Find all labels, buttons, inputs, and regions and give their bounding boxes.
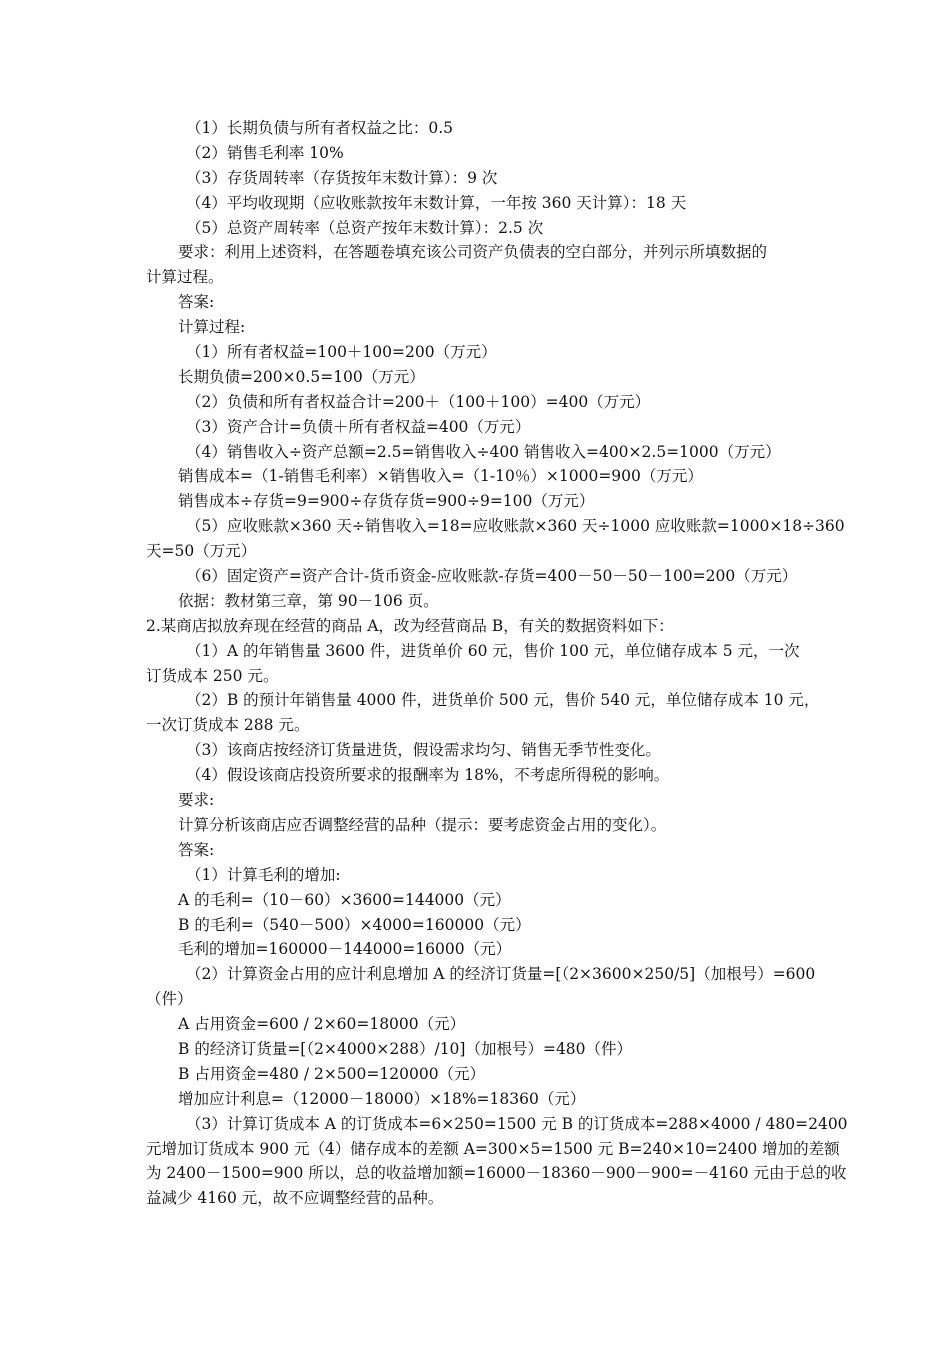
calculation-steps	[146, 340, 812, 514]
item4-line: （4）假设该商店投资所要求的报酬率为 18%，不考虑所得税的影响。	[186, 766, 670, 785]
condition-line: （2）销售毛利率 10%	[186, 143, 344, 162]
condition-line: （3）存货周转率（存货按年末数计算）：9 次	[186, 168, 498, 187]
step-line: （3）资产合计=负债＋所有者权益=400（万元）	[186, 417, 531, 436]
step-line: （1）计算毛利的增加:	[186, 865, 341, 884]
interest-paragraph	[146, 962, 816, 1012]
condition-line: （4）平均收现期（应收账款按年末数计算，一年按 360 天计算）：18 天	[186, 193, 687, 212]
step-line: B 的经济订货量=[（2×4000×288）/10]（加根号）=480（件）	[178, 1039, 633, 1058]
paragraph-line: 元增加订货成本 900 元（4）储存成本的差额 A=300×5=1500 元 B=240×10=2400 增加的差额	[146, 1139, 840, 1158]
paragraph-line: 为 2400－1500=900 所以，总的收益增加额=16000－18360－900－900=－4160 元由于总的收	[146, 1164, 847, 1183]
requirement-paragraph	[146, 240, 812, 290]
step5-paragraph	[146, 514, 845, 564]
paragraph-line: 计算过程。	[146, 268, 224, 287]
conclusion-paragraph	[146, 1112, 848, 1212]
item2-paragraph	[146, 688, 820, 738]
paragraph-line: （2）B 的预计年销售量 4000 件，进货单价 500 元，售价 540 元，单位储存成本 10 元，	[186, 691, 820, 710]
paragraph-line: （3）计算订货成本 A 的订货成本=6×250=1500 元 B 的订货成本=288×4000 / 480=2400	[186, 1114, 848, 1133]
requirement-text: 计算分析该商店应否调整经营的品种（提示：要考虑资金占用的变化）。	[178, 815, 667, 834]
paragraph-line: （1）A 的年销售量 3600 件，进货单价 60 元，售价 100 元，单位储存成本 5 元，一次	[186, 641, 800, 660]
paragraph-line: 要求：利用上述资料，在答题卷填充该公司资产负债表的空白部分，并列示所填数据的	[178, 243, 768, 262]
interest-steps	[146, 1012, 812, 1112]
condition-line: （5）总资产周转率（总资产按年末数计算）：2.5 次	[186, 218, 544, 237]
item1-paragraph	[146, 639, 812, 689]
paragraph-line: （件）	[146, 990, 193, 1009]
step6-line: （6）固定资产=资产合计-货币资金-应收账款-存货=400－50－50－100=200（万元）	[186, 567, 798, 586]
paragraph-line: （5）应收账款×360 天÷销售收入=18=应收账款×360 天÷1000 应收账款=1000×18÷360	[186, 517, 845, 536]
step-line: B 占用资金=480 / 2×500=120000（元）	[178, 1064, 486, 1083]
condition-line: （1）长期负债与所有者权益之比：0.5	[186, 119, 454, 137]
question-2-title: 2.某商店拟放弃现在经营的商品 A，改为经营商品 B，有关的数据资料如下：	[146, 616, 674, 635]
step-line: 销售成本÷存货=9=900÷存货存货=900÷9=100（万元）	[178, 492, 595, 511]
step-line: （1）所有者权益=100＋100=200（万元）	[186, 343, 497, 362]
document-body	[146, 116, 848, 1211]
paragraph-line: 天=50（万元）	[146, 542, 257, 561]
step-line: 销售成本=（1-销售毛利率）×销售收入=（1-10％）×1000=900（万元）	[178, 467, 703, 486]
item3-line: （3）该商店按经济订货量进货，假设需求均匀、销售无季节性变化。	[186, 741, 661, 760]
step-line: （4）销售收入÷资产总额=2.5=销售收入÷400 销售收入=400×2.5=1000（万元）	[186, 442, 781, 461]
basis-line: 依据：教材第三章，第 90－106 页。	[178, 591, 439, 610]
answer-label: 答案:	[178, 840, 215, 859]
step-line: （2）负债和所有者权益合计=200＋（100＋100）=400（万元）	[186, 392, 651, 411]
paragraph-line: 订货成本 250 元。	[146, 666, 279, 685]
conditions-list	[146, 116, 812, 240]
requirement-label: 要求:	[178, 791, 215, 810]
step-line: 长期负债=200×0.5=100（万元）	[178, 367, 425, 386]
gross-profit-steps	[146, 863, 812, 963]
paragraph-line: 一次订货成本 288 元。	[146, 716, 310, 735]
answer-label: 答案:	[178, 293, 215, 312]
paragraph-line: 益减少 4160 元，故不应调整经营的品种。	[146, 1189, 444, 1208]
step-line: A 占用资金=600 / 2×60=18000（元）	[178, 1015, 466, 1034]
paragraph-line: （2）计算资金占用的应计利息增加 A 的经济订货量=[（2×3600×250/5]（加根号）=600	[186, 965, 816, 984]
step-line: B 的毛利=（540－500）×4000=160000（元）	[178, 915, 531, 934]
step-line: A 的毛利=（10－60）×3600=144000（元）	[178, 890, 511, 909]
step-line: 增加应计利息=（12000－18000）×18%=18360（元）	[178, 1089, 586, 1108]
step-line: 毛利的增加=160000－144000=16000（元）	[178, 940, 512, 959]
process-label: 计算过程:	[178, 318, 246, 337]
